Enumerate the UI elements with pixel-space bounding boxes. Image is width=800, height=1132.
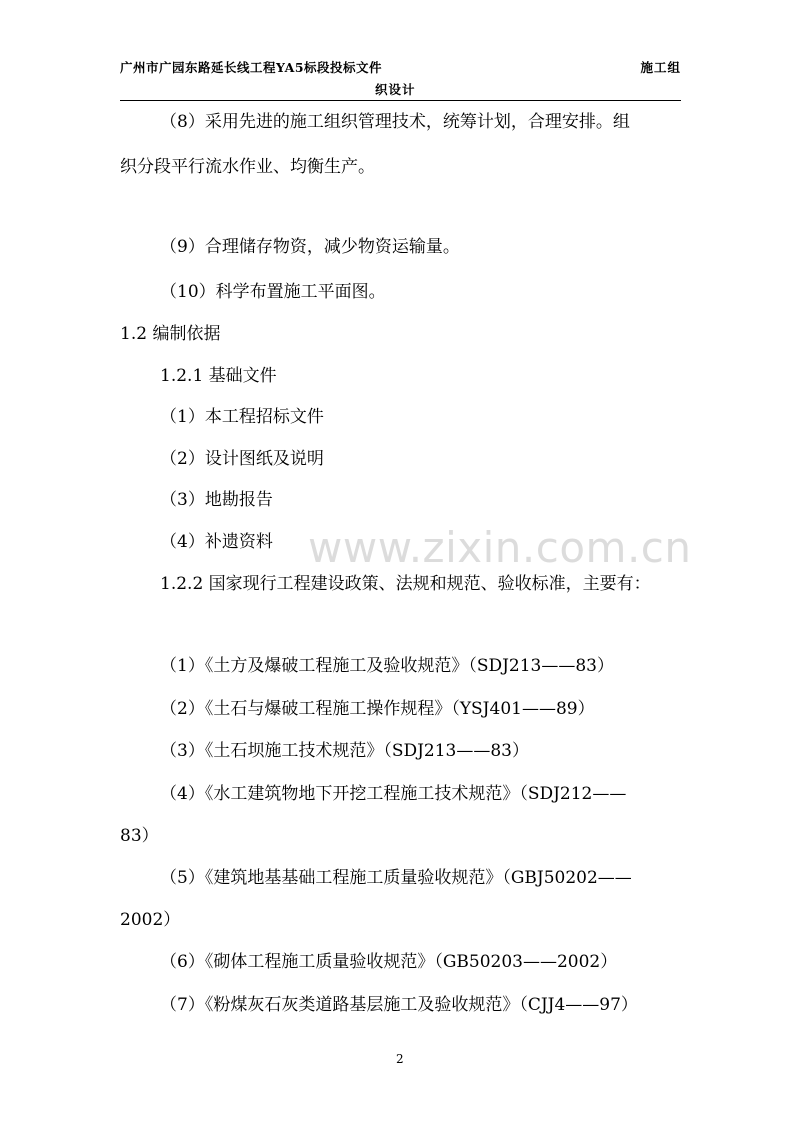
header-title: 广州市广园东路延长线工程YA5标段投标文件 bbox=[120, 60, 383, 75]
list-item-std-1: （1）《土方及爆破工程施工及验收规范》（SDJ213——83） bbox=[160, 656, 614, 676]
list-item-std-5-line-1: （5）《建筑地基基础工程施工质量验收规范》（GBJ50202—— bbox=[160, 868, 632, 888]
section-heading-1-2-2: 1.2.2 国家现行工程建设政策、法规和规范、验收标准，主要有： bbox=[160, 574, 651, 594]
header-right-label: 施工组 bbox=[640, 60, 681, 75]
watermark: www.zixin.com.cn bbox=[308, 523, 692, 572]
header-continuation: 织设计 bbox=[375, 82, 416, 97]
list-item-std-4-line-1: （4）《水工建筑物地下开挖工程施工技术规范》（SDJ212—— bbox=[160, 784, 627, 804]
list-item-std-4-line-2: 83） bbox=[120, 826, 159, 846]
page-header bbox=[120, 58, 681, 101]
list-item-doc-2: （2）设计图纸及说明 bbox=[160, 449, 324, 469]
list-item-doc-3: （3）地勘报告 bbox=[160, 490, 273, 510]
section-heading-1-2-1: 1.2.1 基础文件 bbox=[160, 366, 277, 386]
paragraph-8-line-1: （8）采用先进的施工组织管理技术，统筹计划，合理安排。组 bbox=[160, 112, 630, 132]
paragraph-10: （10）科学布置施工平面图。 bbox=[160, 282, 386, 302]
list-item-doc-1: （1）本工程招标文件 bbox=[160, 407, 324, 427]
list-item-std-2: （2）《土石与爆破工程施工操作规程》（YSJ401——89） bbox=[160, 699, 595, 719]
page-number: 2 bbox=[396, 1052, 404, 1066]
list-item-doc-4: （4）补遗资料 bbox=[160, 532, 273, 552]
list-item-std-6: （6）《砌体工程施工质量验收规范》（GB50203——2002） bbox=[160, 952, 618, 972]
section-heading-1-2: 1.2 编制依据 bbox=[120, 324, 221, 344]
paragraph-8-line-2: 织分段平行流水作业、均衡生产。 bbox=[120, 157, 375, 177]
list-item-std-5-line-2: 2002） bbox=[120, 910, 181, 930]
list-item-std-7: （7）《粉煤灰石灰类道路基层施工及验收规范》（CJJ4——97） bbox=[160, 995, 638, 1015]
list-item-std-3: （3）《土石坝施工技术规范》（SDJ213——83） bbox=[160, 741, 529, 761]
paragraph-9: （9）合理储存物资，减少物资运输量。 bbox=[160, 237, 460, 257]
